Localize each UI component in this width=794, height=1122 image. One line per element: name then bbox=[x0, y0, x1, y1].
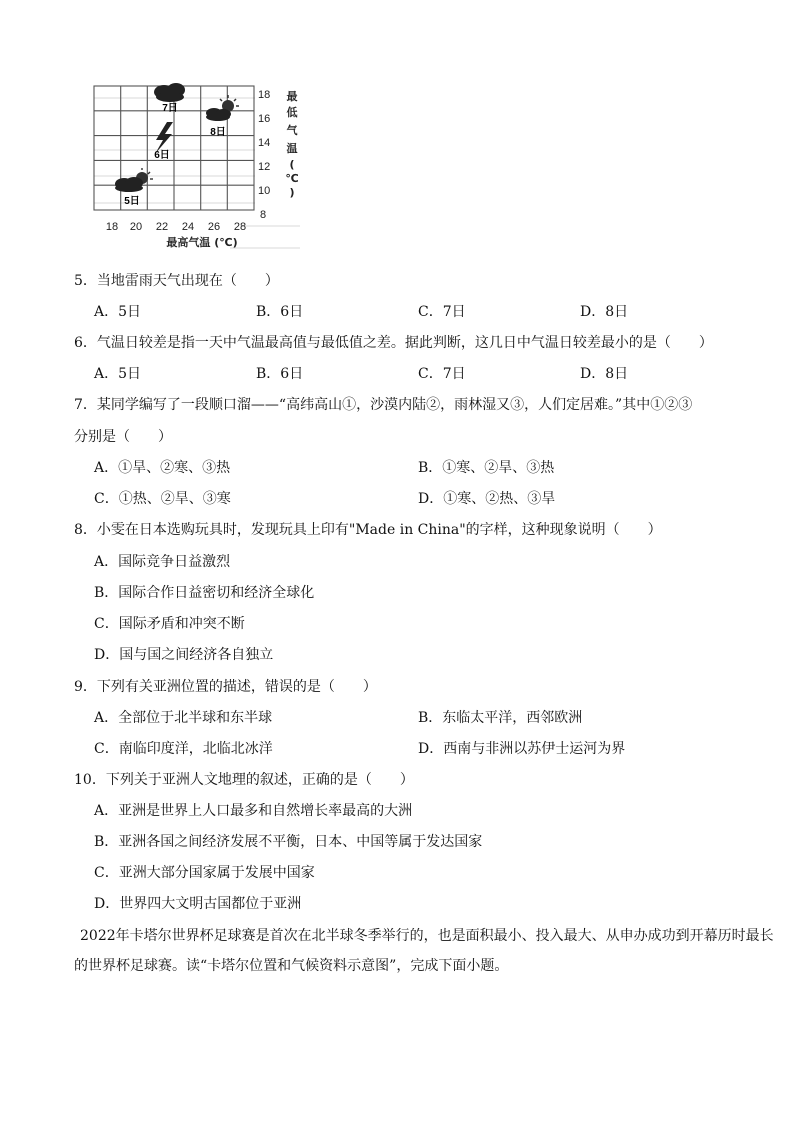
x-tick: 20 bbox=[129, 221, 143, 233]
y-axis-ticks bbox=[258, 89, 270, 221]
y-tick: 16 bbox=[258, 113, 271, 125]
question-8-option-a[interactable]: A．国际竞争日益激烈 bbox=[94, 554, 231, 570]
x-axis-label: 最高气温 (℃) bbox=[166, 236, 238, 249]
y-tick: 8 bbox=[260, 209, 267, 221]
question-9-option-d[interactable]: D．西南与非洲以苏伊士运河为界 bbox=[418, 741, 626, 757]
y-tick: 14 bbox=[258, 137, 271, 149]
question-10-stem: 10．下列关于亚洲人文地理的叙述，正确的是（ ） bbox=[74, 772, 414, 788]
question-7-option-d[interactable]: D．①寒、②热、③旱 bbox=[418, 491, 556, 507]
y-tick: 18 bbox=[258, 89, 271, 101]
y-tick: 10 bbox=[258, 185, 271, 197]
question-7-option-c[interactable]: C．①热、②旱、③寒 bbox=[94, 491, 231, 507]
reading-passage: 2022年卡塔尔世界杯足球赛是首次在北半球冬季举行的，也是面积最小、投入最大、从申办成功到开幕历时最长的世界杯足球赛。读“卡塔尔位置和气候资料示意图”，完成下面小题。 bbox=[74, 928, 774, 974]
question-10-option-a[interactable]: A．亚洲是世界上人口最多和自然增长率最高的大洲 bbox=[94, 803, 413, 819]
question-6-option-b[interactable]: B．6日 bbox=[256, 366, 304, 382]
question-5-option-d[interactable]: D．8日 bbox=[580, 304, 629, 320]
question-9-stem: 9．下列有关亚洲位置的描述，错误的是（ ） bbox=[74, 679, 377, 695]
y-tick: 12 bbox=[258, 161, 271, 173]
x-tick: 24 bbox=[181, 221, 195, 233]
weather-temperature-figure bbox=[90, 78, 312, 258]
svg-text:最: 最 bbox=[286, 90, 298, 103]
question-8-option-b[interactable]: B．国际合作日益密切和经济全球化 bbox=[94, 585, 315, 601]
question-10-option-b[interactable]: B．亚洲各国之间经济发展不平衡，日本、中国等属于发达国家 bbox=[94, 834, 483, 850]
x-tick: 22 bbox=[155, 221, 169, 233]
question-10-option-d[interactable]: D．世界四大文明古国都位于亚洲 bbox=[94, 896, 302, 912]
question-8-option-d[interactable]: D．国与国之间经济各自独立 bbox=[94, 647, 274, 663]
svg-text:): ) bbox=[289, 186, 295, 199]
svg-text:低: 低 bbox=[286, 106, 298, 119]
x-tick: 26 bbox=[207, 221, 221, 233]
point-label-6: 6日 bbox=[154, 150, 170, 161]
y-axis-label bbox=[285, 89, 298, 199]
x-tick: 18 bbox=[105, 221, 119, 233]
question-6-stem: 6．气温日较差是指一天中气温最高值与最低值之差。据此判断，这几日中气温日较差最小的是（ ） bbox=[74, 335, 713, 351]
question-6-option-c[interactable]: C．7日 bbox=[418, 366, 466, 382]
x-axis-ticks bbox=[106, 221, 246, 233]
question-9-option-c[interactable]: C．南临印度洋，北临北冰洋 bbox=[94, 741, 273, 757]
question-9-option-b[interactable]: B．东临太平洋，西邻欧洲 bbox=[418, 710, 583, 726]
question-8-option-c[interactable]: C．国际矛盾和冲突不断 bbox=[94, 616, 245, 632]
point-label-8: 8日 bbox=[210, 127, 226, 138]
question-7-stem: 7．某同学编写了一段顺口溜——“高纬高山①，沙漠内陆②，雨林湿又③，人们定居难。”其中①②③ bbox=[74, 397, 693, 413]
svg-text:温: 温 bbox=[286, 142, 298, 155]
question-7-option-b[interactable]: B．①寒、②旱、③热 bbox=[418, 460, 555, 476]
question-5-option-a[interactable]: A．5日 bbox=[94, 304, 142, 320]
svg-text:℃: ℃ bbox=[285, 172, 299, 185]
point-label-7: 7日 bbox=[162, 103, 178, 114]
sun-cloud-icon bbox=[206, 95, 239, 121]
weather-grid-figure bbox=[90, 78, 312, 258]
question-8-stem: 8．小雯在日本选购玩具时，发现玩具上印有"Made in China"的字样，这种现象说明（ ） bbox=[74, 522, 662, 538]
question-9-option-a[interactable]: A．全部位于北半球和东半球 bbox=[94, 710, 273, 726]
svg-text:(: ( bbox=[289, 158, 295, 171]
question-10-option-c[interactable]: C．亚洲大部分国家属于发展中国家 bbox=[94, 865, 315, 881]
question-5-option-c[interactable]: C．7日 bbox=[418, 304, 466, 320]
question-7-stem-continued: 分别是（ ） bbox=[74, 429, 172, 445]
question-7-option-a[interactable]: A．①旱、②寒、③热 bbox=[94, 460, 231, 476]
question-6-option-d[interactable]: D．8日 bbox=[580, 366, 629, 382]
point-label-5: 5日 bbox=[124, 196, 140, 207]
svg-text:气: 气 bbox=[286, 124, 298, 137]
question-5-stem: 5．当地雷雨天气出现在（ ） bbox=[74, 273, 279, 289]
question-6-option-a[interactable]: A．5日 bbox=[94, 366, 142, 382]
question-5-option-b[interactable]: B．6日 bbox=[256, 304, 304, 320]
x-tick: 28 bbox=[233, 221, 247, 233]
